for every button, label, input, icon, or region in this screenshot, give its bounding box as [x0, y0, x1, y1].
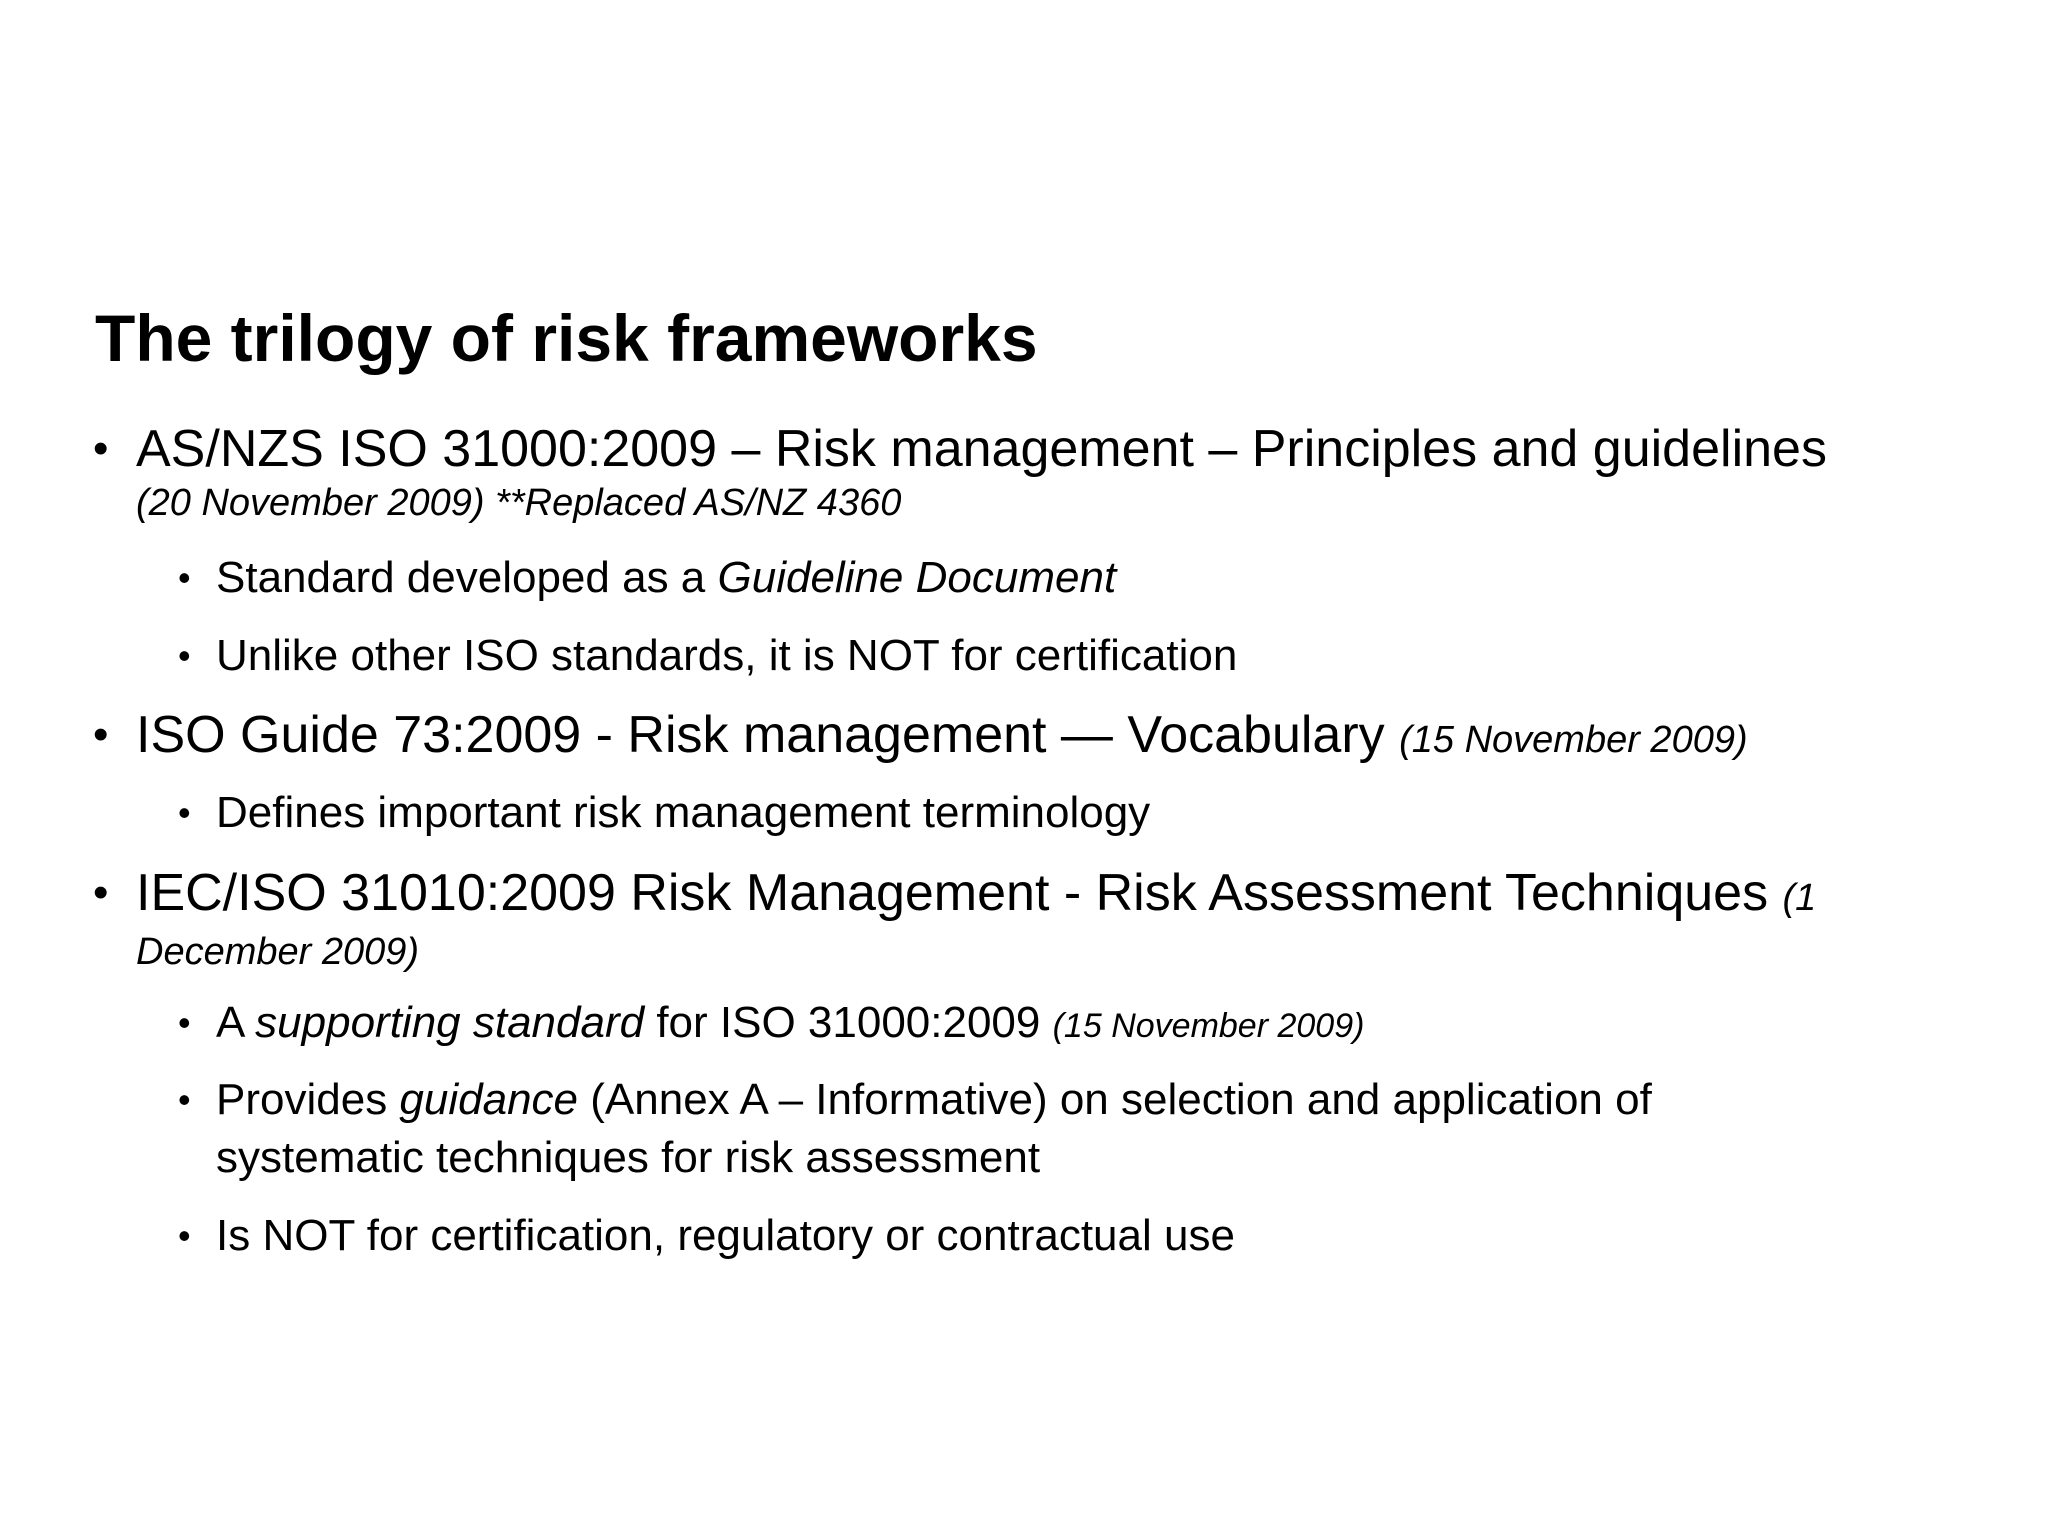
- sub-bullet-dot-icon: •: [178, 557, 191, 598]
- bullet-note: (15 November 2009): [1399, 719, 1748, 761]
- bullet-text-plain: IEC/ISO 31010:2009 Risk Management - Risk Assessment Techniques: [136, 864, 1783, 922]
- sub-bullet-item: [178, 627, 1996, 685]
- slide-title: The trilogy of risk frameworks: [95, 301, 1038, 375]
- bullet-dot-icon: •: [93, 710, 109, 759]
- sub-bullet-item: [178, 1207, 1996, 1265]
- sub-bullet-text-continued: systematic techniques for risk assessment: [216, 1133, 1041, 1182]
- sub-bullet-text: [216, 1071, 1996, 1129]
- sub-bullet-text-plain: for ISO 31000:2009: [644, 998, 1053, 1047]
- sub-bullet-text-emphasis: guidance: [399, 1075, 579, 1124]
- sub-bullet-text-plain: A: [216, 998, 256, 1047]
- bullet-text: [136, 706, 1996, 769]
- sub-bullet-item: [178, 549, 1996, 607]
- sub-bullet-text-plain: (Annex A – Informative) on selection and application of: [578, 1075, 1652, 1124]
- sub-bullet-text-plain: Standard developed as a: [216, 553, 718, 602]
- bullet-item: [93, 706, 1996, 769]
- bullet-item: [93, 864, 1996, 977]
- sub-bullet-item: [178, 1071, 1996, 1187]
- bullet-note-continued: December 2009): [136, 931, 420, 973]
- bullet-item: [93, 420, 1996, 528]
- sub-bullet-dot-icon: •: [178, 635, 191, 676]
- sub-bullet-dot-icon: •: [178, 1079, 191, 1120]
- sub-bullet-dot-icon: •: [178, 1002, 191, 1043]
- sub-bullet-text: Is NOT for certification, regulatory or contractual use: [216, 1211, 1235, 1260]
- bullet-dot-icon: •: [93, 868, 109, 917]
- sub-bullet-dot-icon: •: [178, 1215, 191, 1256]
- sub-bullet-item: [178, 994, 1996, 1055]
- sub-bullet-text: Defines important risk management terminology: [216, 788, 1151, 837]
- bullet-dot-icon: •: [93, 424, 109, 473]
- sub-bullet-text-plain: Provides: [216, 1075, 400, 1124]
- sub-bullet-note: (15 November 2009): [1052, 1007, 1365, 1045]
- sub-bullet-text-emphasis: Guideline Document: [717, 553, 1117, 602]
- sub-bullet-dot-icon: •: [178, 792, 191, 833]
- bullet-note: (20 November 2009) **Replaced AS/NZ 4360: [136, 482, 902, 524]
- bullet-note: (1: [1782, 877, 1817, 919]
- sub-bullet-text: [216, 994, 1996, 1055]
- sub-bullet-text-emphasis: supporting standard: [255, 998, 645, 1047]
- sub-bullet-text: Unlike other ISO standards, it is NOT for certification: [216, 631, 1238, 680]
- bullet-text: [136, 864, 1996, 927]
- bullet-text-plain: ISO Guide 73:2009 - Risk management — Vocabulary: [136, 706, 1400, 764]
- sub-bullet-item: [178, 784, 1996, 842]
- sub-bullet-text: [216, 549, 1996, 607]
- bullet-text: AS/NZS ISO 31000:2009 – Risk management – Principles and guidelines: [136, 420, 1827, 478]
